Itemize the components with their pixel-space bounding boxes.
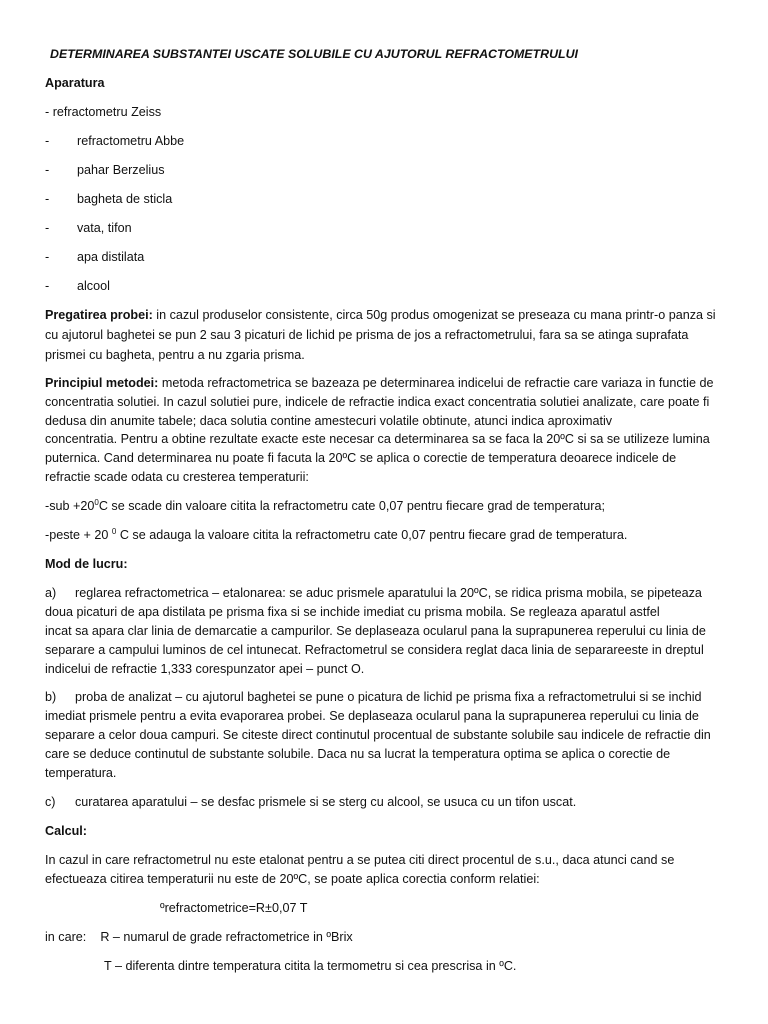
procedure-a-line: indicelui de refractie 1,333 corespunzator apei – punct O. <box>45 662 365 676</box>
preparation-line: prismei cu bagheta, pentru a nu zgaria prisma. <box>45 348 305 362</box>
apparatus-item: pahar Berzelius <box>77 163 165 177</box>
apparatus-item: apa distilata <box>77 250 145 264</box>
preparation-line: Pregatirea probei: in cazul produselor consistente, circa 50g produs omogenizat se preseaza cu mana printr-o panza si <box>45 308 716 322</box>
apparatus-heading: Aparatura <box>45 76 105 90</box>
procedure-b-line: imediat prismele pentru a evita evaporarea probei. Se deplaseaza ocularul pana la suprapunerea reperului cu linia de <box>45 709 699 723</box>
preparation-label: Pregatirea probei: <box>45 308 153 322</box>
procedure-b-line: care se deduce continutul de substante solubile. Daca nu sa lucrat la temperatura optima se aplica o corectie de <box>45 747 671 761</box>
list-dash: - <box>45 279 50 293</box>
principle-line: refractie scade odata cu cresterea temperaturii: <box>45 470 309 484</box>
principle-line: dedusa din anumite tabele; daca solutia contine amestecuri volatile obtinute, atunci indica aproximativ <box>45 414 613 428</box>
document-title: DETERMINAREA SUBSTANTEI USCATE SOLUBILE CU AJUTORUL REFRACTOMETRULUI <box>50 47 578 61</box>
formula-where-r: in care: R – numarul de grade refractometrice in ºBrix <box>45 930 353 944</box>
formula-where-t: T – diferenta dintre temperatura citita la termometru si cea prescrisa in ºC. <box>104 959 517 973</box>
apparatus-item: bagheta de sticla <box>77 192 173 206</box>
list-dash: - <box>45 163 50 177</box>
procedure-a-line: incat sa apara clar linia de demarcatie a campurilor. Se deplaseaza ocularul pana la suprapunerea reperului cu linia de <box>45 624 706 638</box>
principle-line: puternica. Cand determinarea nu poate fi facuta la 20ºC se aplica o corectie de temperatura deoarece indicele de <box>45 451 677 465</box>
principle-line: concentratia. Pentru a obtine rezultate exacte este necesar ca determinarea sa se faca la 20ºC si sa se utilizeze lumina <box>45 432 710 446</box>
list-dash: - <box>45 221 50 235</box>
list-dash: - <box>45 192 50 206</box>
correction-below-20: $-sub +20^0C$ se scade din valoare citita la refractometru cate 0,07 pentru fiecare grad de temperatura; <box>45 498 605 513</box>
correction-formula: ºrefractometrice=R±0,07 T <box>160 901 308 915</box>
apparatus-item: refractometru Abbe <box>77 134 185 148</box>
apparatus-item-zeiss: - refractometru Zeiss <box>45 105 162 119</box>
procedure-a-line: doua picaturi de apa distilata pe prisma fixa si se inchide imediat cu prisma mobila. Se regleaza aparatul astfel <box>45 605 660 619</box>
calculation-heading: Calcul: <box>45 824 87 838</box>
correction-above-20: -peste + 20 $^0$ C se adauga la valoare citita la refractometru cate 0,07 pentru fiecare grad de temperatura. <box>45 527 628 542</box>
list-marker: a) <box>45 586 57 600</box>
procedure-c-line: c) curatarea aparatului – se desfac prismele si se sterg cu alcool, se usuca cu un tifon uscat. <box>45 793 576 812</box>
list-dash: - <box>45 134 50 148</box>
list-marker: c) <box>45 795 56 809</box>
procedure-b-line: b) proba de analizat – cu ajutorul baghetei se pune o picatura de lichid pe prisma fixa a refractometrului si se inchid <box>45 688 702 707</box>
procedure-b-line: temperatura. <box>45 766 117 780</box>
principle-label: Principiul metodei: <box>45 376 159 390</box>
procedure-a-line: a) reglarea refractometrica – etalonarea: se aduc prismele aparatului la 20ºC, se ridica prisma mobila, se pipeteaza <box>45 584 702 603</box>
apparatus-item: alcool <box>77 279 110 293</box>
procedure-b-line: separare a celor doua campuri. Se citeste direct continutul procentual de substante solubile sau indicele de refractie din <box>45 728 711 742</box>
list-marker: b) <box>45 690 57 704</box>
calculation-line: efectueaza citirea temperaturii nu este de 20ºC, se poate aplica corectia conform relatiei: <box>45 872 540 886</box>
preparation-line: cu ajutorul baghetei se pun 2 sau 3 picaturi de lichid pe prisma de jos a refractometrului, fara sa se atinga suprafata <box>45 328 689 342</box>
principle-line: concentratia solutiei. In cazul solutiei pure, indicele de refractie indica exact concentratia solutiei analizate, care poate fi <box>45 395 710 409</box>
calculation-line: In cazul in care refractometrul nu este etalonat pentru a se putea citi direct procentul de s.u., daca atunci cand se <box>45 853 675 867</box>
list-dash: - <box>45 250 50 264</box>
procedure-heading: Mod de lucru: <box>45 557 128 571</box>
where-label: in care: <box>45 930 87 944</box>
apparatus-item: vata, tifon <box>77 221 132 235</box>
procedure-a-line: separare a campului luminos de cel intunecat. Refractometrul se considera reglat daca linia de separareeste in dreptul <box>45 643 704 657</box>
principle-line: Principiul metodei: metoda refractometrica se bazeaza pe determinarea indicelui de refractie care variaza in functie de <box>45 376 714 390</box>
